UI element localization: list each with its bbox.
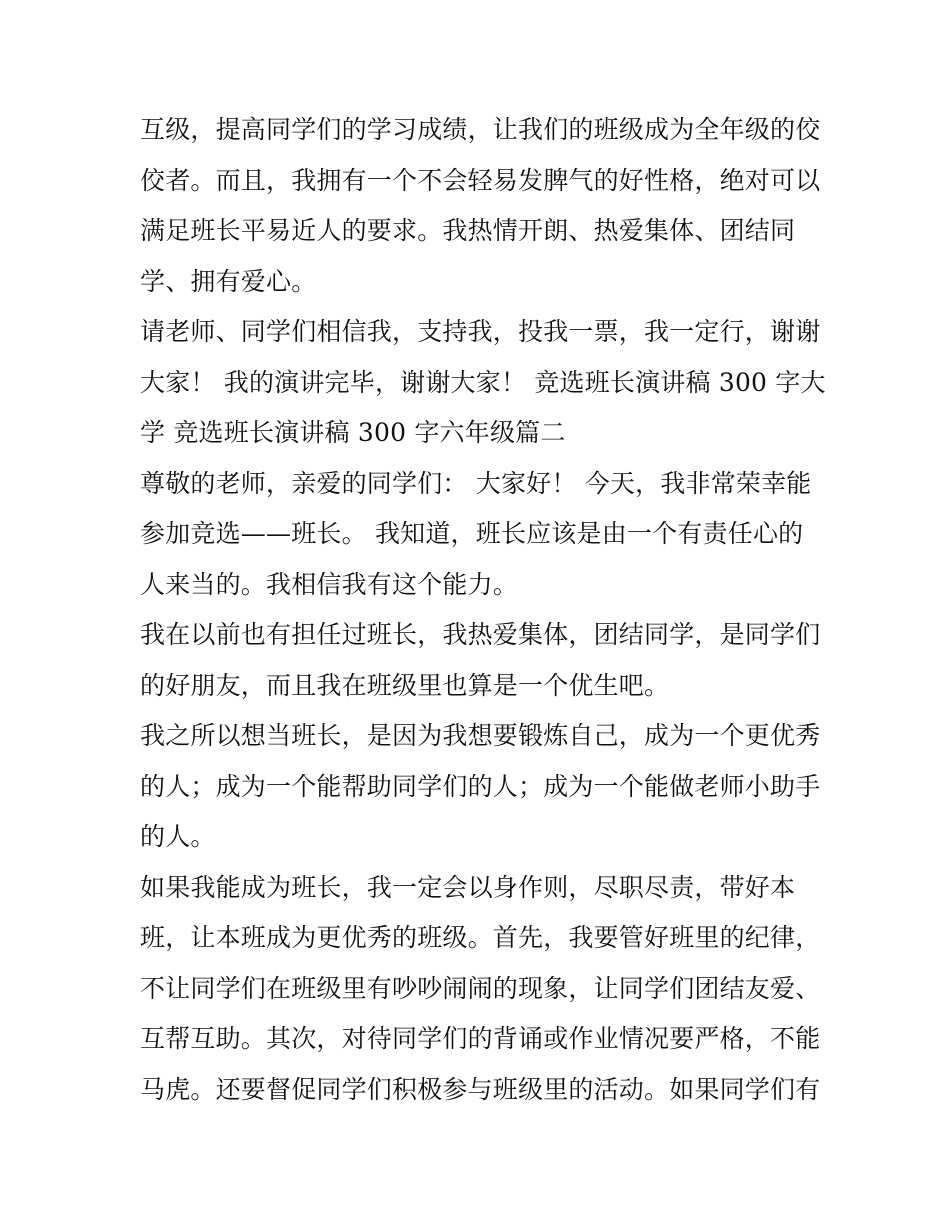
text-line: 的人；成为一个能帮助同学们的人；成为一个能做老师小助手: [140, 771, 821, 801]
text-line: 请老师、同学们相信我，支持我，投我一票，我一定行，谢谢: [140, 317, 821, 346]
text-line: 我之所以想当班长，是因为我想要锻炼自己，成为一个更优秀: [140, 721, 821, 750]
text-line: 我在以前也有担任过班长，我热爱集体，团结同学，是同学们: [140, 620, 821, 649]
text-line: 佼者。而且，我拥有一个不会轻易发脾气的好性格，绝对可以: [140, 165, 821, 195]
text-line: 不让同学们在班级里有吵吵闹闹的现象，让同学们团结友爱、: [140, 973, 821, 1003]
text-line: 如果我能成为班长，我一定会以身作则，尽职尽责，带好本: [140, 872, 796, 902]
text-line: 马虎。还要督促同学们积极参与班级里的活动。如果同学们有: [140, 1074, 821, 1104]
text-line: 学 竞选班长演讲稿 300 字六年级篇二: [140, 418, 566, 447]
document-body: [140, 105, 826, 1115]
text-line: 尊敬的老师，亲爱的同学们： 大家好！ 今天，我非常荣幸能: [140, 468, 812, 498]
text-line: 的好朋友，而且我在班级里也算是一个优生吧。: [140, 670, 670, 700]
text-line: 人来当的。我相信我有这个能力。: [140, 569, 519, 599]
text-line: 大家！ 我的演讲完毕，谢谢大家！ 竞选班长演讲稿 300 字大: [140, 367, 826, 397]
text-line: 互级，提高同学们的学习成绩，让我们的班级成为全年级的佼: [140, 115, 821, 144]
text-line: 的人。: [140, 822, 216, 851]
text-line: 参加竞选——班长。 我知道，班长应该是由一个有责任心的: [140, 519, 804, 548]
text-line: 班，让本班成为更优秀的班级。首先，我要管好班里的纪律，: [140, 923, 821, 952]
text-line: 学、拥有爱心。: [140, 266, 317, 296]
text-line: 满足班长平易近人的要求。我热情开朗、热爱集体、团结同: [140, 216, 796, 245]
text-line: 互帮互助。其次，对待同学们的背诵或作业情况要严格，不能: [140, 1024, 821, 1053]
